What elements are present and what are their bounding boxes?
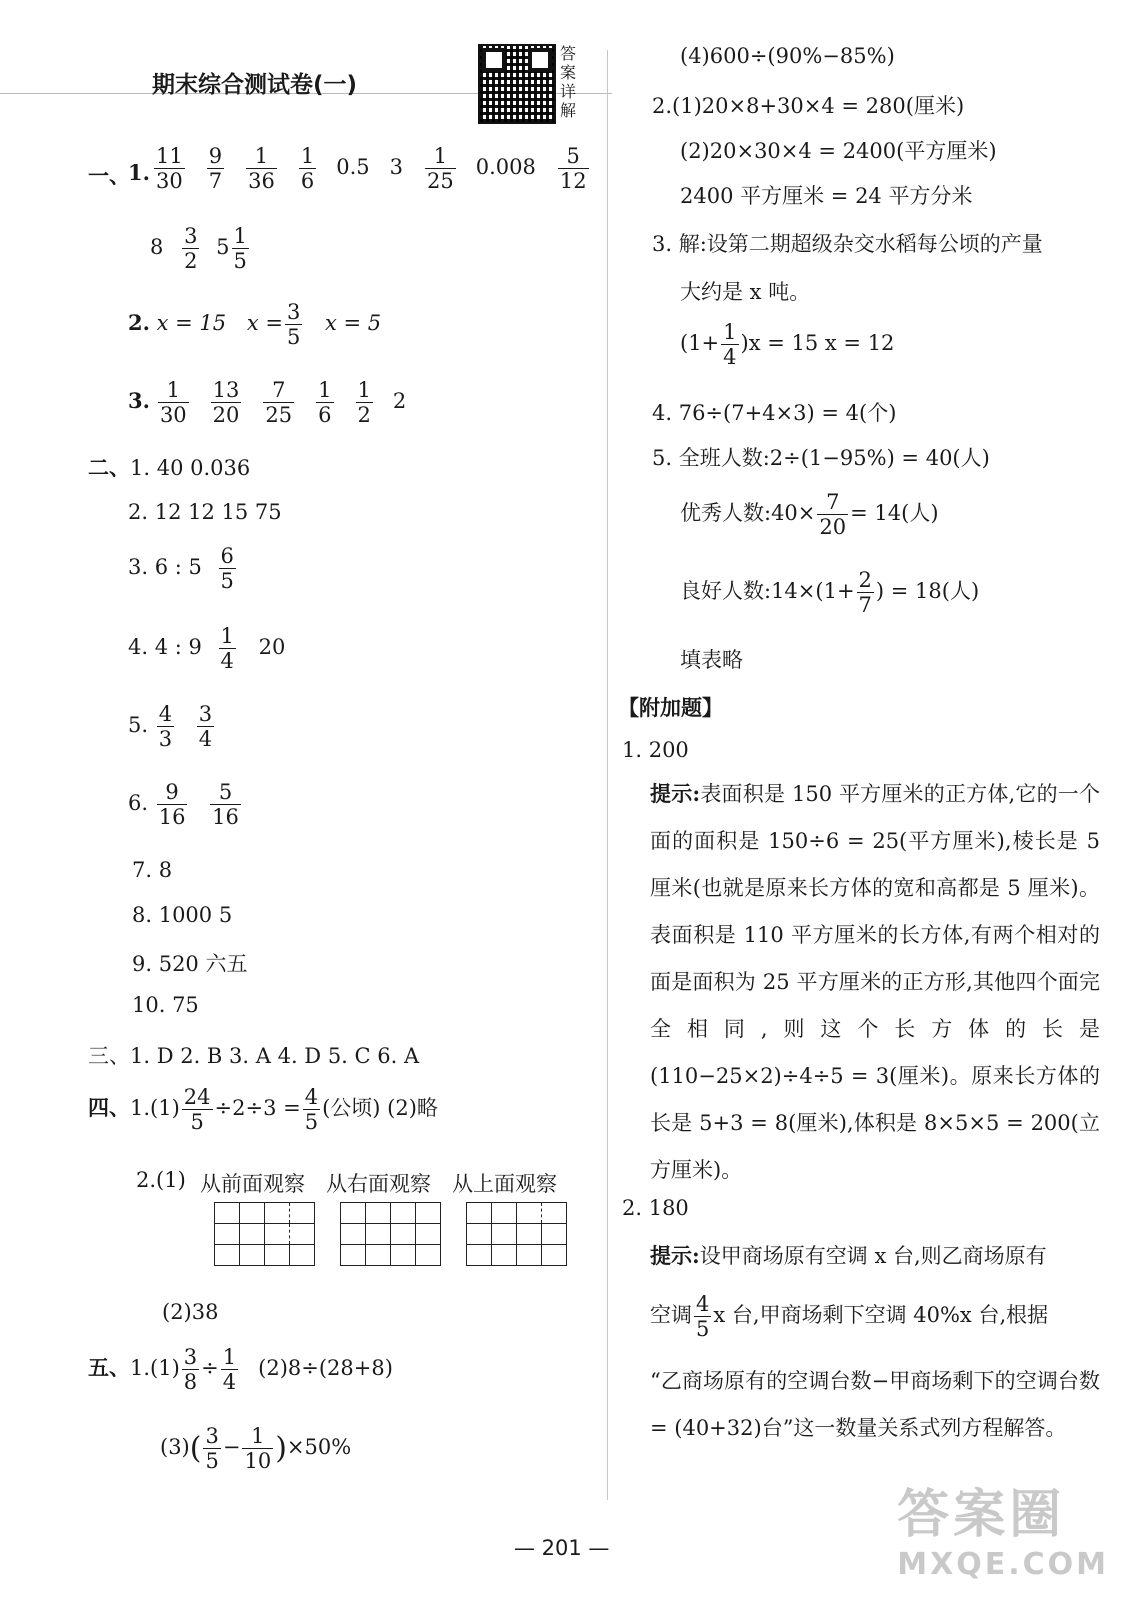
extra-q2-answer: 2. 180: [622, 1196, 689, 1220]
q2-answer-row: [128, 300, 381, 349]
fraction: $\frac{5}{12}$: [559, 144, 587, 194]
answer-line: (2)20×30×4 = 2400(平方厘米): [680, 139, 997, 163]
section-2-q8: 8. 1000 5: [132, 903, 233, 927]
fraction: $\frac{1}{6}$: [300, 144, 315, 194]
answer-line: 良好人数:14×(1+ $\frac{2}{7}$ ) = 18(人): [680, 568, 980, 618]
fraction: $\frac{1}{25}$: [427, 144, 454, 194]
fraction: $\frac{9}{16}$: [158, 780, 186, 830]
fraction: $\frac{1}{36}$: [248, 144, 275, 194]
section-2-q4: 4. 4 : 9 $\frac{1}{4}$ 20: [128, 624, 286, 674]
value: x = 5: [325, 311, 382, 336]
section-5-q1-part3: (3)( $\frac{3}{5}$ − $\frac{1}{10}$ )×50%: [160, 1424, 352, 1474]
view-label-right: 从右面观察: [326, 1172, 431, 1196]
answer-line: (4)600÷(90%−85%): [680, 44, 895, 68]
extra-q2-hint-line1: 提示:设甲商场原有空调 x 台,则乙商场原有: [650, 1243, 1047, 1268]
answer-line: 4. 76÷(7+4×3) = 4(个): [652, 401, 897, 425]
section-4-q2-part2: (2)38: [162, 1300, 219, 1324]
section-2-q6: 6. $\frac{9}{16}$ $\frac{5}{16}$: [128, 780, 239, 830]
fraction: $\frac{1}{6}$: [318, 378, 332, 428]
answer-line: 优秀人数:40× $\frac{7}{20}$ = 14(人): [680, 490, 939, 540]
q3-number: 3.: [128, 388, 150, 414]
fraction: $\frac{3}{4}$: [198, 702, 213, 752]
fraction: $\frac{1}{4}$: [220, 624, 234, 674]
value: x =: [246, 311, 283, 336]
fraction: $\frac{5}{16}$: [212, 780, 239, 830]
top-view-grid: [466, 1202, 567, 1266]
answer-line: 大约是 x 吨。: [680, 280, 811, 304]
extra-q1-answer: 1. 200: [622, 738, 689, 762]
answer-line: 2400 平方厘米 = 24 平方分米: [680, 184, 973, 208]
section-4-q2-label: 2.(1): [136, 1168, 186, 1192]
value: 3: [389, 155, 403, 180]
view-label-front: 从前面观察: [200, 1172, 305, 1196]
section-2-q10: 10. 75: [132, 993, 199, 1017]
section-2-q2: 2. 12 12 15 75: [128, 500, 282, 524]
section-2-q3: 3. 6 : 5 $\frac{6}{5}$: [128, 544, 234, 594]
fraction: $\frac{3}{5}$: [205, 1424, 219, 1474]
fraction: $\frac{9}{7}$: [208, 144, 223, 194]
extra-q1-hint: 提示:表面积是 150 平方厘米的正方体,它的一个面的面积是 150÷6 = 25(平方厘米),棱长是 5 厘米(也就是原来长方体的宽和高都是 5 厘米)。表面积是 110 平方厘米的长方体,有两个相对的面是面积为 25 平方厘米的正方形,其他四个面完全相同,则这个长方体的长是(110−25×2)÷4÷5 = 3(厘米)。原来长方体的长是 5+3 = 8(厘米),体积是 8×5×5 = 200(立方厘米)。: [650, 781, 1100, 1182]
fraction: $\frac{3}{8}$: [183, 1345, 198, 1395]
qr-code-icon[interactable]: [478, 44, 556, 124]
column-divider: [607, 50, 608, 1500]
section-2-q7: 7. 8: [132, 858, 173, 882]
value: 0.5: [336, 155, 370, 180]
fraction: $\frac{3}{2}$: [184, 224, 198, 274]
fraction: $\frac{1}{10}$: [244, 1424, 272, 1474]
fraction: $\frac{1}{4}$: [222, 1345, 237, 1395]
q1-answer-row-2: [150, 224, 251, 273]
page-number: — 201 —: [514, 1536, 610, 1560]
value: 5: [216, 235, 230, 260]
extra-section-label: 【附加题】: [618, 696, 723, 720]
fraction: $\frac{4}{5}$: [696, 1292, 710, 1342]
fraction: $\frac{7}{25}$: [265, 378, 293, 428]
qr-label: 答案详解: [560, 44, 577, 120]
fraction: $\frac{1}{30}$: [159, 378, 187, 428]
fraction: $\frac{1}{2}$: [357, 378, 371, 428]
fraction: $\frac{1}{5}$: [233, 224, 247, 274]
section-3-answers: 三、1. D 2. B 3. A 4. D 5. C 6. A: [88, 1044, 420, 1068]
q3-answer-row: [128, 378, 406, 427]
section-2-q5: 5. $\frac{4}{3}$ $\frac{3}{4}$: [128, 702, 213, 752]
view-label-top: 从上面观察: [452, 1172, 557, 1196]
section-1-label: 一、: [88, 163, 130, 188]
fraction: $\frac{3}{5}$: [286, 300, 301, 350]
q2-number: 2.: [128, 310, 150, 336]
section-2-q9: 9. 520 六五: [132, 952, 248, 976]
fraction: $\frac{6}{5}$: [220, 544, 234, 594]
fraction: $\frac{4}{3}$: [158, 702, 173, 752]
extra-q2-hint-line2: 空调 $\frac{4}{5}$ x 台,甲商场剩下空调 40%x 台,根据: [650, 1292, 1049, 1342]
section-4-q1: 四、1.(1) $\frac{24}{5}$ ÷2÷3 = $\frac{4}{5}$ (公顷) (2)略: [88, 1085, 438, 1135]
page-title: 期末综合测试卷(一): [152, 72, 358, 98]
front-view-grid: [214, 1202, 315, 1266]
value: 8: [150, 235, 164, 260]
q1-answer-row: [152, 144, 609, 193]
fraction: $\frac{4}{5}$: [304, 1085, 319, 1135]
answer-line: 5. 全班人数:2÷(1−95%) = 40(人): [652, 446, 990, 470]
value: 0.008: [475, 155, 536, 180]
answer-line: 2.(1)20×8+30×4 = 280(厘米): [652, 94, 965, 118]
section-2-q1: 二、1. 40 0.036: [88, 455, 251, 480]
watermark-logo: 答案圈 MXQE.COM: [897, 1485, 1109, 1582]
fraction: $\frac{13}{20}$: [212, 378, 240, 428]
right-view-grid: [340, 1202, 441, 1266]
value: 2: [392, 389, 407, 414]
fraction: $\frac{11}{30}$: [156, 144, 183, 194]
value: x = 15: [156, 311, 227, 336]
q1-number: 1.: [128, 160, 150, 185]
extra-q2-hint-rest: “乙商场原有的空调台数−甲商场剩下的空调台数 = (40+32)台”这一数量关系式列方程解答。: [650, 1369, 1100, 1440]
fraction: $\frac{2}{7}$: [858, 568, 872, 618]
fraction: $\frac{7}{20}$: [819, 490, 847, 540]
section-5-q1: 五、1.(1) $\frac{3}{8}$ ÷ $\frac{1}{4}$ (2)8÷(28+8): [88, 1345, 393, 1395]
fraction: $\frac{24}{5}$: [183, 1085, 211, 1135]
answer-line: 3. 解:设第二期超级杂交水稻每公顷的产量: [652, 232, 1043, 256]
fraction: $\frac{1}{4}$: [723, 320, 737, 370]
answer-line: (1+ $\frac{1}{4}$ )x = 15 x = 12: [680, 320, 895, 370]
answer-line: 填表略: [680, 648, 743, 672]
